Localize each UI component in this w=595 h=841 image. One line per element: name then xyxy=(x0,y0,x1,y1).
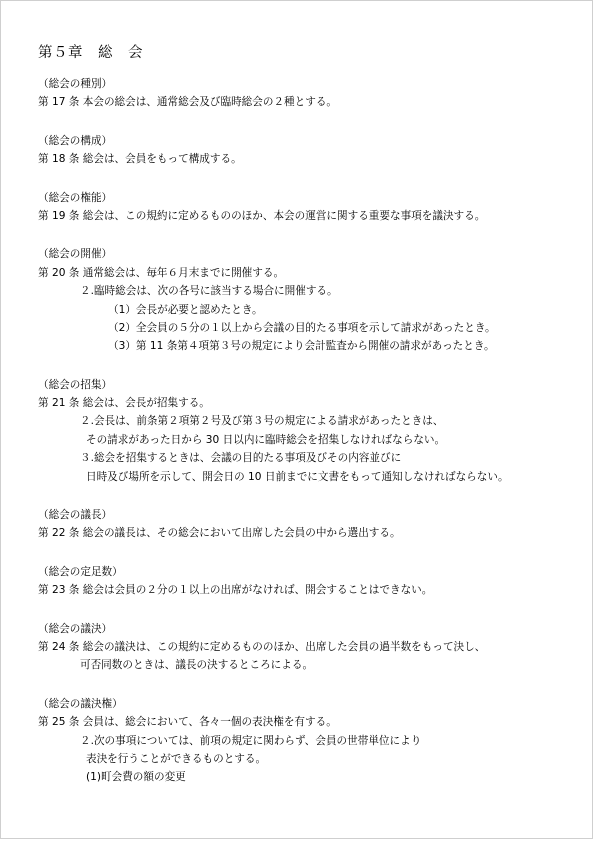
article-section xyxy=(38,132,583,169)
article-heading: （総会の開催） xyxy=(38,248,113,261)
article-text: 第 17 条 本会の総会は、通常総会及び臨時総会の２種とする。 xyxy=(38,96,338,109)
article-section xyxy=(38,75,583,112)
article-section xyxy=(38,695,583,787)
article-heading: （総会の議決権） xyxy=(38,697,123,710)
article-clause: （2）全会員の５分の１以上から会議の目的たる事項を示して請求があったとき。 xyxy=(108,321,496,334)
article-clause: （3）第 11 条第４項第３号の規定により会計監査から開催の請求があったとき。 xyxy=(108,340,495,353)
article-text: 第 20 条 通常総会は、毎年６月末までに開催する。 xyxy=(38,266,285,279)
article-clause: (1)町会費の額の変更 xyxy=(86,771,186,784)
article-section xyxy=(38,620,583,675)
article-section xyxy=(38,376,583,486)
article-section xyxy=(38,189,583,226)
article-text: 第 23 条 総会は会員の２分の１以上の出席がなければ、開会することはできない。 xyxy=(38,584,433,597)
article-clause: ２.臨時総会は、次の各号に該当する場合に開催する。 xyxy=(80,285,338,298)
article-clause: ２.次の事項については、前項の規定に関わらず、会員の世帯単位により xyxy=(80,734,422,747)
article-text: 第 24 条 総会の議決は、この規約に定めるもののほか、出席した会員の過半数をもって決し、 xyxy=(38,640,486,653)
article-text: 第 18 条 総会は、会員をもって構成する。 xyxy=(38,153,242,166)
article-sections xyxy=(38,75,583,787)
article-text: 第 22 条 総会の議長は、その総会において出席した会員の中から選出する。 xyxy=(38,527,401,540)
article-heading: （総会の種別） xyxy=(38,78,113,90)
article-clause: 可否同数のときは、議長の決するところによる。 xyxy=(80,659,314,672)
chapter-title: 第５章 総 会 xyxy=(38,45,143,61)
article-section xyxy=(38,245,583,355)
document-body xyxy=(38,43,583,807)
article-section xyxy=(38,506,583,543)
article-heading: （総会の議決） xyxy=(38,622,113,635)
article-clause: ２.会長は、前条第２項第２号及び第３号の規定による請求があったときは、 xyxy=(80,415,444,428)
article-clause: 日時及び場所を示して、開会日の 10 日前までに文書をもって通知しなければならない。 xyxy=(86,470,509,483)
article-section xyxy=(38,563,583,600)
article-clause: 表決を行うことができるものとする。 xyxy=(86,752,267,765)
article-clause: （1）会長が必要と認めたとき。 xyxy=(108,303,263,316)
article-text: 第 19 条 総会は、この規約に定めるもののほか、本会の運営に関する重要な事項を議決する。 xyxy=(38,209,486,222)
article-heading: （総会の議長） xyxy=(38,509,113,522)
article-heading: （総会の構成） xyxy=(38,134,113,147)
article-heading: （総会の招集） xyxy=(38,378,113,391)
article-heading: （総会の権能） xyxy=(38,191,113,204)
article-text: 第 21 条 総会は、会長が招集する。 xyxy=(38,397,210,410)
article-text: 第 25 条 会員は、総会において、各々一個の表決権を有する。 xyxy=(38,716,337,729)
article-clause: その請求があった日から 30 日以内に臨時総会を招集しなければならない。 xyxy=(86,433,446,446)
article-heading: （総会の定足数） xyxy=(38,565,123,578)
article-clause: ３.総会を招集するときは、会議の目的たる事項及びその内容並びに xyxy=(80,452,402,465)
